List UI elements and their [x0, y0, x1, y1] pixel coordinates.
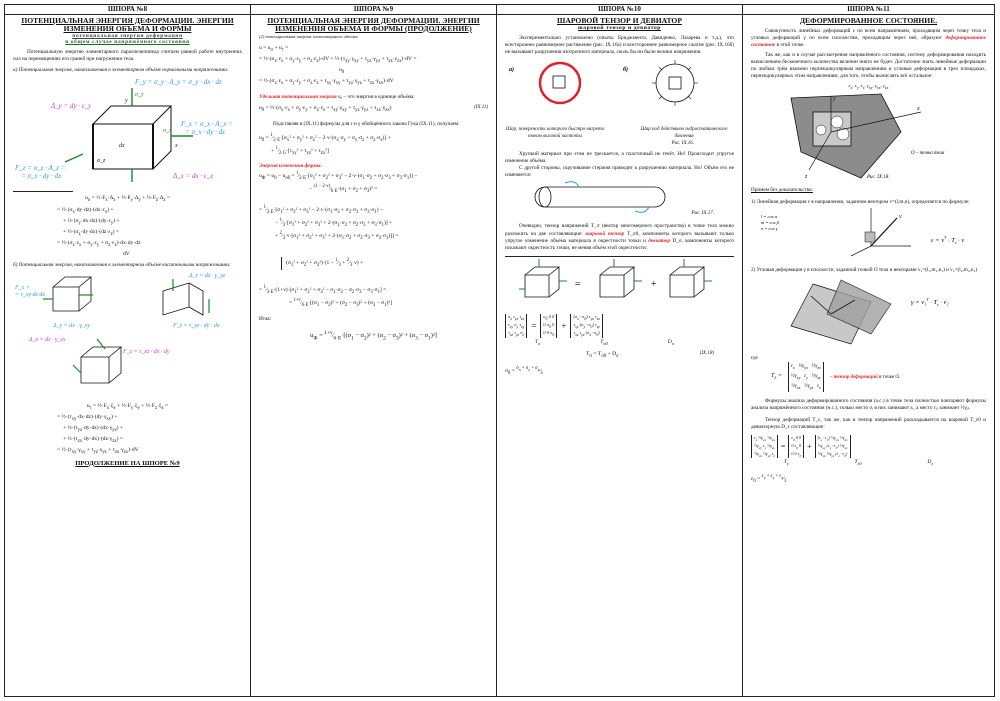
svg-text:F_x =: F_x =: [15, 284, 30, 291]
specific-energy-label: Удельная потенциальная энергия: [259, 94, 337, 101]
svg-text:= σ_x · dy · dx: = σ_x · dy · dx: [21, 172, 62, 181]
svg-text:γ = v₁T · Tε · v₂: $\gamma = v_1^T \cdot T_\varepsilon \cdot v_2$: [911, 296, 949, 307]
item-a-text: а) Потенциальная энергия, накапливаемая в элементарном объёме нормальными напряжениями:: [13, 67, 229, 74]
spherical-tensor-term: шаровой тензор: [585, 230, 625, 237]
strain-tensor-term: тензор деформаций: [833, 374, 878, 380]
svg-text:F_z = σ_z · A_z =: F_z = σ_z · A_z =: [15, 164, 66, 173]
caption-b: Шар под действием гидростатического давления: [640, 126, 728, 139]
svg-text:y: y: [833, 96, 836, 103]
cube-normal-stress-diagram: [13, 74, 243, 184]
section-subtitle: шаровой тензор и девиатор: [578, 25, 661, 31]
svg-text:F_x = σ_x · A_x =: F_x = σ_x · A_x =: [181, 120, 233, 129]
subtitle-small: (2) потенциальная энергия элементарного объёма: [259, 34, 358, 39]
sphere-figure-ix16: [505, 57, 735, 123]
paragraph-experiments: Экспериментально установлено (опыты Бриджмента, Давиденко, Лазарева и т.д.), что всестороннее равномерное растяжение (рис. IX.16а) и всестороннее равномерное сжатие (рис. IX.16б) не вызывают разрушения изотропного материала, сколь бы ни были велики напряжения.: [505, 35, 734, 56]
svg-text:Δ_x = dz · γ_zx: Δ_x = dz · γ_zx: [29, 336, 66, 343]
tensor-paragraph-b: T_σ0, компоненты которого вызывают только упругое изменение объёма материала в окрестности точки и: [505, 230, 735, 244]
svg-text:m = cos β: m = cos β: [761, 219, 779, 225]
cube-shear-stress-diagram: [13, 269, 243, 397]
svg-text:σ_y: σ_y: [135, 92, 144, 99]
section-title: ДЕФОРМИРОВАННОЕ СОСТОЯНИЕ.: [799, 16, 938, 25]
figure-caption: Рис. IX.17.: [691, 211, 714, 217]
paragraph-three-directions: Так же, как и в случае рассмотрения напряжённого состояния, систему деформирования находить вычислением бесконечного количества величин никто не будет. Достаточно знать линейные деформации по любым трём взаимно перпендикулярным направлениям и угловые деформации в трех площадках, перпендикулярных этим направлениям, для того, чтобы вычислять всё остальное:: [751, 51, 986, 80]
svg-text:Δ_z = dz · γ_yz: Δ_z = dz · γ_yz: [189, 272, 226, 279]
tensor-matrix-equation: $\sigma_x$ $\tau_{yx}$ $\tau_{zx}$ $\tau_{xy}$ $\sigma_y$ $\tau_{zy}$ $\tau_{xz}$ $\tau_{yz}$ $\sigma_z$ = $\sigma_0$ 0 0 0 $\sigma_0$ 0 0 0 $\sigma_0$ + $(\sigma_x-\sigma_0)$ $\tau_{yx}$ $\tau_{zx}$ $\tau_{xy}$ $(\sigma_y-\sigma_0)$ $\tau_{zy}$ $\tau_{xz}$ $\tau_{yz}$ $(\sigma_z-\sigma_0)$: [505, 314, 734, 338]
svg-text:а): а): [509, 66, 514, 73]
svg-text:ε = vT · Tε · v: $\varepsilon = v^T \cdot T_\varepsilon \cdot v$: [931, 234, 965, 245]
tensor-paragraph-c: D_σ, компоненты которого искажают окрестность точки, не меняя объём этой окрестности:: [505, 237, 734, 252]
tensor-paragraph-a: Очевидно, тензор напряжений T_σ (вектор многомерного пространства) в точке тела можно разложить на две составляющие:: [505, 223, 734, 237]
column-header: ШПОРА №8: [5, 5, 250, 15]
svg-text:σ_z: σ_z: [97, 158, 106, 165]
svg-text:l = cos α: l = cos α: [761, 213, 778, 219]
svg-text:F_z = τ_yz · dy · dx: F_z = τ_yz · dy · dx: [173, 322, 220, 329]
svg-text:= τ_xy·dz·dx: = τ_xy·dz·dx: [15, 291, 46, 298]
svg-text:Δ_y = dy · ε_y: Δ_y = dy · ε_y: [51, 102, 92, 111]
body-point-legend: O – точка тела: [911, 151, 945, 157]
itog-label: Итак:: [259, 315, 272, 322]
paragraph-brittle: Хрупкий материал при этом не трескается, а пластичный не течёт. Но! Происходит упругое изменение объёма.: [505, 150, 734, 164]
paragraph-decomposition: Тензор деформаций T_ε, так же, как и тензор напряжений раскладывается на шаровой T_ε0 и девиаторную D_ε составляющие:: [751, 416, 986, 430]
svg-text:z: z: [805, 174, 808, 181]
svg-text:y: y: [125, 98, 128, 105]
item-b-text: б) Потенциальная энергия, накапливаемая в элементарном объёме касательными напряжениями:: [13, 261, 231, 268]
caption-a: Шар, поверхность которого быстро нагрета током высокой частоты: [505, 126, 605, 139]
plane-angle-figure: [751, 274, 986, 350]
deviator-term: девиатор: [648, 237, 671, 244]
svg-text:dx: dx: [119, 143, 125, 150]
svg-text:σ_x: σ_x: [163, 128, 172, 135]
paragraph-analysis: Формулы анализа деформированного состояния (а.с.) в точке тела полностью повторяют формулы анализа напряжённого состояния (н.с.), только место σᵢ в них занимают εᵢ, а место τᵢⱼ занимает ½γᵢⱼ.: [751, 398, 986, 412]
proofs-label: Примем без доказательства:: [751, 187, 813, 194]
formula-u-shear: $u_\tau$ = $\frac{1}{2}\cdot F_x\cdot\xi_x$ + $\frac{1}{2}\cdot F_y\cdot\xi_y$ + $\frac{1}{2}\cdot F_z\cdot\xi_z$ =: [86, 402, 169, 412]
equation-number: (IX.11): [474, 104, 488, 110]
where-label: где: [751, 354, 758, 361]
intro-paragraph: Потенциальную энергию элементарного параллелепипеда считаем равной работе внутренних сил на перемещениях его граней при нагружении тела.: [13, 49, 242, 63]
column-shpora-8: ШПОРА №8 ПОТЕНЦИАЛЬНАЯ ЭНЕРГИЯ ДЕФОРМАЦИИ. ЭНЕРГИИ ИЗМЕНЕНИЯ ОБЪЕМА И ФОРМЫ потенциальная энергия деформации в общем случае напряжённого состояния Потенциальную энергию элементарного параллелепипеда считаем равной работе внутренних сил на перемещениях его граней при нагружении тела. а) Потенциальная энергия, накапливаемая в элементарном объёме нормальными напряжениями: F_y = σ_y · A_y = σ_y · dx · dz F_x = σ_x · A_x = = σ_x · dy · dz F_z = σ_z · A_z = = σ_x · dy · dx Δ_y = dy · ε_y Δ_x = dx · ε_x y x dx σ_z σ_y σ_x $u_\sigma$ = $\frac{1}{2}\cdot F_x\cdot\Delta_x$ + $\frac{1}{2}\cdot F_y\cdot\Delta_y$ + $\frac{1}{2}\cdot F_z\cdot\Delta_z$ = = $\frac{1}{2}\cdot(\sigma_x\cdot dy\cdot dz)\cdot(dx\cdot\varepsilon_x)$ + + $\frac{1}{2}\cdot(\sigma_y\cdot dx\cdot dz)\cdot(dy\cdot\varepsilon_y)$ + + $\frac{1}{2}\cdot(\sigma_z\cdot dy\cdot dx)\cdot(dz\cdot\varepsilon_z)$ = = $\frac{1}{2}\cdot(\sigma_x\cdot\varepsilon_x + \sigma_y\cdot\varepsilon_y + \sigma_z\cdot\varepsilon_z)\cdot dx\cdot dy\cdot dz$ dV б) Потенциальная энергия, накапливаемая в элементарном объёме касательными напряжениями: F_x = = τ_xy·dz·dx Δ_y = dx · γ_xy Δ_z = dz · γ_yz F_z = τ_yz · dy · dx Δ_x = dz · γ_zx F_z = τ_xz · dx · dy $u_\tau$ = $\frac{1}{2}\cdot F_x\cdot\xi_x$ + $\frac{1}{2}\cdot F_y\cdot\xi_y$ + $\frac{1}{2}\cdot F_z\cdot\xi_z$ = = $\frac{1}{2}\cdot(\tau_{xy}\cdot dx\cdot dz)\cdot(dy\cdot\gamma_{xy})$ + + $\frac{1}{2}\cdot(\tau_{yz}\cdot dy\cdot dz)\cdot(dx\cdot\gamma_{yz})$ + + $\frac{1}{2}\cdot(\tau_{zx}\cdot dy\cdot dx)\cdot(dz\cdot\gamma_{zx})$ = = $\frac{1}{2}\cdot(\tau_{xy}\cdot\gamma_{xy} + \tau_{yz}\cdot\gamma_{yz} + \tau_{zx}\cdot\gamma_{zx})\cdot dV$ ПРОДОЛЖЕНИЕ НА ШПОРЕ №9: [5, 5, 251, 696]
decomposition-cubes-figure: [505, 259, 735, 307]
figure-caption: Рис. IX.18.: [867, 175, 890, 181]
paragraph-torsion: С другой стороны, скручивание стержня приводит к разрушению материала. Но! Объём его не изменяется:: [505, 165, 734, 179]
item-angular-deformation: 2) Угловая деформация γ в плоскости, заданной точкой O тела и векторами v₁=(l₁,m₁,n₁) и v₂=(l₂,m₂,n₂): [751, 266, 978, 273]
item-linear-deformation: 1) Линейная деформация ε в направлении, заданном вектором v=(l,m,n), определяется по формуле:: [751, 198, 970, 205]
vector-direction-figure: [751, 206, 986, 258]
svg-text:Δ_x = dx · ε_x: Δ_x = dx · ε_x: [173, 172, 214, 181]
def-paragraph-a: Совокупность линейных деформаций ε по всем направлениям, проходящим через точку тела и угловых деформаций γ по всем плоскостям, проходящим через неё, образуют: [751, 28, 986, 42]
continuation-note: ПРОДОЛЖЕНИЕ НА ШПОРЕ №9: [75, 459, 180, 467]
svg-text:x: x: [917, 106, 920, 113]
strain-tensor-decomposition: $\varepsilon_x$ $\frac{1}{2}\gamma_{yx}$ $\frac{1}{2}\gamma_{zx}$ $\frac{1}{2}\gamma_{xy}$ $\varepsilon_y$ $\frac{1}{2}\gamma_{zy}$ $\frac{1}{2}\gamma_{xz}$ $\frac{1}{2}\gamma_{yz}$ $\varepsilon_z$ = $\varepsilon_0$ 0 0 0 $\varepsilon_0$ 0 0 0 $\varepsilon_0$ + $(\varepsilon_x-\varepsilon_0)$ $\frac{1}{2}\gamma_{yx}$ $\frac{1}{2}\gamma_{zx}$ $\frac{1}{2}\gamma_{xy}$ $(\varepsilon_y-\varepsilon_0)$ $\frac{1}{2}\gamma_{zy}$ $\frac{1}{2}\gamma_{xz}$ $\frac{1}{2}\gamma_{yz}$ $(\varepsilon_z-\varepsilon_0)$: [751, 435, 986, 458]
column-shpora-9: ШПОРА №9 ПОТЕНЦИАЛЬНАЯ ЭНЕРГИЯ ДЕФОРМАЦИИ. ЭНЕРГИИ ИЗМЕНЕНИЯ ОБЪЕМА И ФОРМЫ (ПРОДОЛЖЕНИЕ) (2) потенциальная энергия элементарного объёма $u = u_\sigma + u_\tau$ = = $\frac{1}{2}\cdot(\sigma_x\cdot\varepsilon_x + \sigma_y\cdot\varepsilon_y + \sigma_z\cdot\varepsilon_z)\cdot dV$ + $\frac{1}{2}\cdot(\tau_{xy}\cdot\gamma_{xy} + \tau_{yz}\cdot\gamma_{yz} + \tau_{zx}\cdot\gamma_{zx})\cdot dV$ = $u_0$ = $\frac{1}{2}\cdot(\sigma_x\cdot\varepsilon_x + \sigma_y\cdot\varepsilon_y + \sigma_z\cdot\varepsilon_z + \tau_{xy}\cdot\gamma_{xy} + \tau_{yz}\cdot\gamma_{yz} + \tau_{zx}\cdot\gamma_{zx})\cdot dV$ Удельная потенциальная энергия u₀ – это энергия в единице объёма: $u_0$ = $\frac{1}{2}\cdot(\sigma_x\cdot\varepsilon_x + \sigma_y\cdot\varepsilon_y + \sigma_z\cdot\varepsilon_z + \tau_{xy}\cdot\gamma_{xy} + \tau_{yz}\cdot\gamma_{yz} + \tau_{zx}\cdot\gamma_{zx})$ (IX.11) Подставляя в (IX.11) формулы для ε и γ обобщённого закона Гука (IX.11), получаем: $u_0$ = $^1⁄_{2\cdot E}\cdot[\sigma_x^2 + \sigma_y^2 + \sigma_z^2 - 2\cdot\nu\cdot(\sigma_x\cdot\sigma_y + \sigma_y\cdot\sigma_z + \sigma_z\cdot\sigma_x)]$ + + $^1⁄_{2\cdot G}\cdot[\tau_{xy}^2 + \tau_{yz}^2 + \tau_{zx}^2]$ Энергия изменения формы: $u_Ф = u_0 - u_{об}$ = $^1⁄_{2\cdot E}\cdot[\sigma_1^2 + \sigma_2^2 + \sigma_3^2 - 2\cdot\nu\cdot(\sigma_1\cdot\sigma_2 + \sigma_2\cdot\sigma_3 + \sigma_3\cdot\sigma_1)]$ − − $^{(1 - 2\cdot\nu)}⁄_{6\cdot E}\cdot(\sigma_1 + \sigma_2 + \sigma_3)^2$ = = $^1⁄_{2\cdot E}\cdot[\sigma_1^2 + \sigma_2^2 + \sigma_3^2 - 2\cdot\nu\cdot(\sigma_1\cdot\sigma_2 + \sigma_2\cdot\sigma_3 + \sigma_3\cdot\sigma_1)$ − − $^1⁄_3\cdot[\sigma_1^2 + \sigma_2^2 + \sigma_3^2 + 2\cdot(\sigma_1\cdot\sigma_2 + \sigma_2\cdot\sigma_3 + \sigma_3\cdot\sigma_1)]$ + + $^2⁄_3\cdot\nu\cdot[\sigma_1^2 + \sigma_2^2 + \sigma_3^2 + 2\cdot(\sigma_1\cdot\sigma_2 + \sigma_2\cdot\sigma_3 + \sigma_3\cdot\sigma_1)]$] = $(\sigma_1^2 + \sigma_2^2 + \sigma_3^2)\cdot(1$ − $^1⁄_3$ + $^2⁄_3\cdot\nu$) + = $^1⁄_{3\cdot E}\cdot(1+\nu)\cdot[\sigma_1^2 + \sigma_2^2 + \sigma_3^2 - \sigma_1\cdot\sigma_2 - \sigma_2\cdot\sigma_3 - \sigma_3\cdot\sigma_1]$ = = $^{1+\nu}⁄_{6\cdot E}\cdot[(\sigma_1 - \sigma_2)^2 + (\sigma_2 - \sigma_3)^2 + (\sigma_3 - \sigma_1)^2]$ Итак: $u_Ф$ = $^{1+\nu}⁄_{6\cdot E}\cdot[(\sigma_1 - \sigma_2)^2 + (\sigma_2 - \sigma_3)^2 + (\sigma_3 - \sigma_1)^2]$: [251, 5, 497, 696]
section-title: ПОТЕНЦИАЛЬНАЯ ЭНЕРГИЯ ДЕФОРМАЦИИ. ЭНЕРГИИ ИЗМЕНЕНИЯ ОБЪЕМА И ФОРМЫ: [21, 16, 234, 33]
svg-text:б): б): [623, 66, 628, 73]
column-header: ШПОРА №9: [251, 5, 496, 15]
svg-text:= σ_x · dy · dz: = σ_x · dy · dz: [185, 128, 225, 137]
column-shpora-11: ШПОРА №11 ДЕФОРМИРОВАННОЕ СОСТОЯНИЕ. Совокупность линейных деформаций ε по всем направлениям, проходящим через точку тела и угловых деформаций γ по всем плоскостям, проходящим через неё, образуют деформированное состояние в этой точке. Так же, как и в случае рассмотрения напряжённого состояния, систему деформирования находить вычислением бесконечного количества величин никто не будет. Достаточно знать линейные деформации по любым трём взаимно перпендикулярным направлениям и угловые деформации в трех площадках, перпендикулярных этим направлениям, для того, чтобы вычислять всё остальное: $\varepsilon_x$, $\varepsilon_y$, $\varepsilon_z$, $\gamma_{xy}$, $\gamma_{yz}$, $\gamma_{zx}$ y x z O – точка тела Рис. IX.18. Примем без доказательства: 1) Линейная деформация ε в направлении, заданном вектором v=(l,m,n), определяется по формуле: v l = cos α m = cos β n = cos γ $\varepsilon = v^T \cdot T_\varepsilon \cdot v$ 2) Угловая деформация γ в плоскости, заданной точкой O тела и векторами v₁=(l₁,m₁,n₁) и v₂=(l₂,m₂,n₂) $\gamma = v_1^T \cdot T_\varepsilon \cdot v_2$ где $T_\varepsilon$ = $\varepsilon_x$ $\frac{1}{2}\gamma_{yx}$ $\frac{1}{2}\gamma_{zx}$ $\frac{1}{2}\gamma_{xy}$ $\varepsilon_y$ $\frac{1}{2}\gamma_{zy}$ $\frac{1}{2}\gamma_{xz}$ $\frac{1}{2}\gamma_{yz}$ $\varepsilon_z$ – тензор деформаций в точке O. Формулы анализа деформированного состояния (а.с.) в точке тела полностью повторяют формулы анализа напряжённого состояния (н.с.), только место σᵢ в них занимают εᵢ, а место τᵢⱼ занимает ½γᵢⱼ. Тензор деформаций T_ε, так же, как и тензор напряжений раскладывается на шаровой T_ε0 и девиаторную D_ε составляющие: $\varepsilon_x$ $\frac{1}{2}\gamma_{yx}$ $\frac{1}{2}\gamma_{zx}$ $\frac{1}{2}\gamma_{xy}$ $\varepsilon_y$ $\frac{1}{2}\gamma_{zy}$ $\frac{1}{2}\gamma_{xz}$ $\frac{1}{2}\gamma_{yz}$ $\varepsilon_z$ = $\varepsilon_0$ 0 0 0 $\varepsilon_0$ 0 0 0 $\varepsilon_0$ + $(\varepsilon_x-\varepsilon_0)$ $\frac{1}{2}\gamma_{yx}$ $\frac{1}{2}\gamma_{zx}$ $\frac{1}{2}\gamma_{xy}$ $(\varepsilon_y-\varepsilon_0)$ $\frac{1}{2}\gamma_{zy}$ $\frac{1}{2}\gamma_{xz}$ $\frac{1}{2}\gamma_{yz}$ $(\varepsilon_z-\varepsilon_0)$ $T_\varepsilon$ $T_{\varepsilon 0}$ $D_\varepsilon$ $\varepsilon_0$ = $^{\varepsilon_x + \varepsilon_y + \varepsilon_z}⁄_3$: [743, 5, 994, 696]
section-title: ПОТЕНЦИАЛЬНАЯ ЭНЕРГИЯ ДЕФОРМАЦИИ. ЭНЕРГИИ ИЗМЕНЕНИЯ ОБЪЕМА И ФОРМЫ (ПРОДОЛЖЕНИЕ): [267, 16, 480, 33]
form-energy-label: Энергия изменения формы:: [259, 162, 322, 169]
svg-text:Δ_y = dx · γ_xy: Δ_y = dx · γ_xy: [53, 322, 91, 329]
page-sheet: [4, 4, 995, 697]
deformed-state-term: деформированное состояние: [751, 35, 986, 49]
section-subtitle: потенциальная энергия деформации: [72, 33, 183, 39]
svg-text:=: =: [575, 279, 581, 291]
substitution-text: Подставляя в (IX.11) формулы для ε и γ обобщённого закона Гука (IX.11), получаем:: [273, 120, 460, 127]
svg-text:F_z = τ_xz · dx · dy: F_z = τ_xz · dx · dy: [123, 348, 170, 355]
deformed-body-figure: [751, 92, 986, 180]
svg-text:n = cos γ: n = cos γ: [761, 225, 778, 231]
svg-text:+: +: [651, 279, 657, 291]
def-paragraph-b: в этой точке.: [775, 42, 805, 49]
column-header: ШПОРА №11: [743, 5, 994, 15]
formula-u0-normal: $u_\sigma$ = $\frac{1}{2}\cdot F_x\cdot\Delta_x$ + $\frac{1}{2}\cdot F_y\cdot\Delta_y$ + $\frac{1}{2}\cdot F_z\cdot\Delta_z$ =: [84, 195, 171, 204]
section-title: ШАРОВОЙ ТЕНЗОР И ДЕВИАТОР: [557, 16, 682, 25]
figure-caption: Рис. IX.16.: [671, 140, 694, 146]
strain-tensor-rest: в точке O.: [877, 374, 901, 380]
section-subtitle: в общем случае напряжённого состояния: [65, 39, 190, 45]
column-shpora-10: ШПОРА №10 ШАРОВОЙ ТЕНЗОР И ДЕВИАТОР шаровой тензор и девиатор Экспериментально установлено (опыты Бриджмента, Давиденко, Лазарева и т.д.), что всестороннее равномерное растяжение (рис. IX.16а) и всестороннее равномерное сжатие (рис. IX.16б) не вызывают разрушения изотропного материала, сколь бы ни были велики напряжения. а) б) Шар, поверхность которого быстро нагрета током высокой частоты Шар под действием гидростатического давления Рис. IX.16. Хрупкий материал при этом не трескается, а пластичный не течёт. Но! Происходит упругое изменение объёма. С другой стороны, скручивание стержня приводит к разрушению материала. Но! Объём его не изменяется: Рис. IX.17. Очевидно, тензор напряжений T_σ (вектор многомерного пространства) в точке тела можно разложить на две составляющие: шаровой тензор T_σ0, компоненты которого вызывают только упругое изменение объёма материала в окрестности точки и девиатор D_σ, компоненты которого искажают окрестность точки, не меняя объём этой окрестности: = + $\sigma_x$ $\tau_{yx}$ $\tau_{zx}$ $\tau_{xy}$ $\sigma_y$ $\tau_{zy}$ $\tau_{xz}$ $\tau_{yz}$ $\sigma_z$ = $\sigma_0$ 0 0 0 $\sigma_0$ 0 0 0 $\sigma_0$ + $(\sigma_x-\sigma_0)$ $\tau_{yx}$ $\tau_{zx}$ $\tau_{xy}$ $(\sigma_y-\sigma_0)$ $\tau_{zy}$ $\tau_{xz}$ $\tau_{yz}$ $(\sigma_z-\sigma_0)$ $T_\sigma$ $T_{\sigma 0}$ $D_\sigma$ $T_\sigma = T_{\sigma 0} + D_\sigma$ (IX.18) $\sigma_0$ = $^{\sigma_x + \sigma_y + \sigma_z}⁄_3$: [497, 5, 743, 696]
column-header: ШПОРА №10: [497, 5, 742, 15]
equation-number: (IX.18): [699, 351, 714, 357]
svg-text:x: x: [175, 143, 178, 150]
specific-energy-text: u₀ – это энергия в единице объёма:: [336, 94, 415, 101]
svg-text:F_y = σ_y · A_y = σ_y · dx · d: F_y = σ_y · A_y = σ_y · dx · dz: [135, 78, 222, 87]
svg-text:v: v: [899, 213, 902, 220]
